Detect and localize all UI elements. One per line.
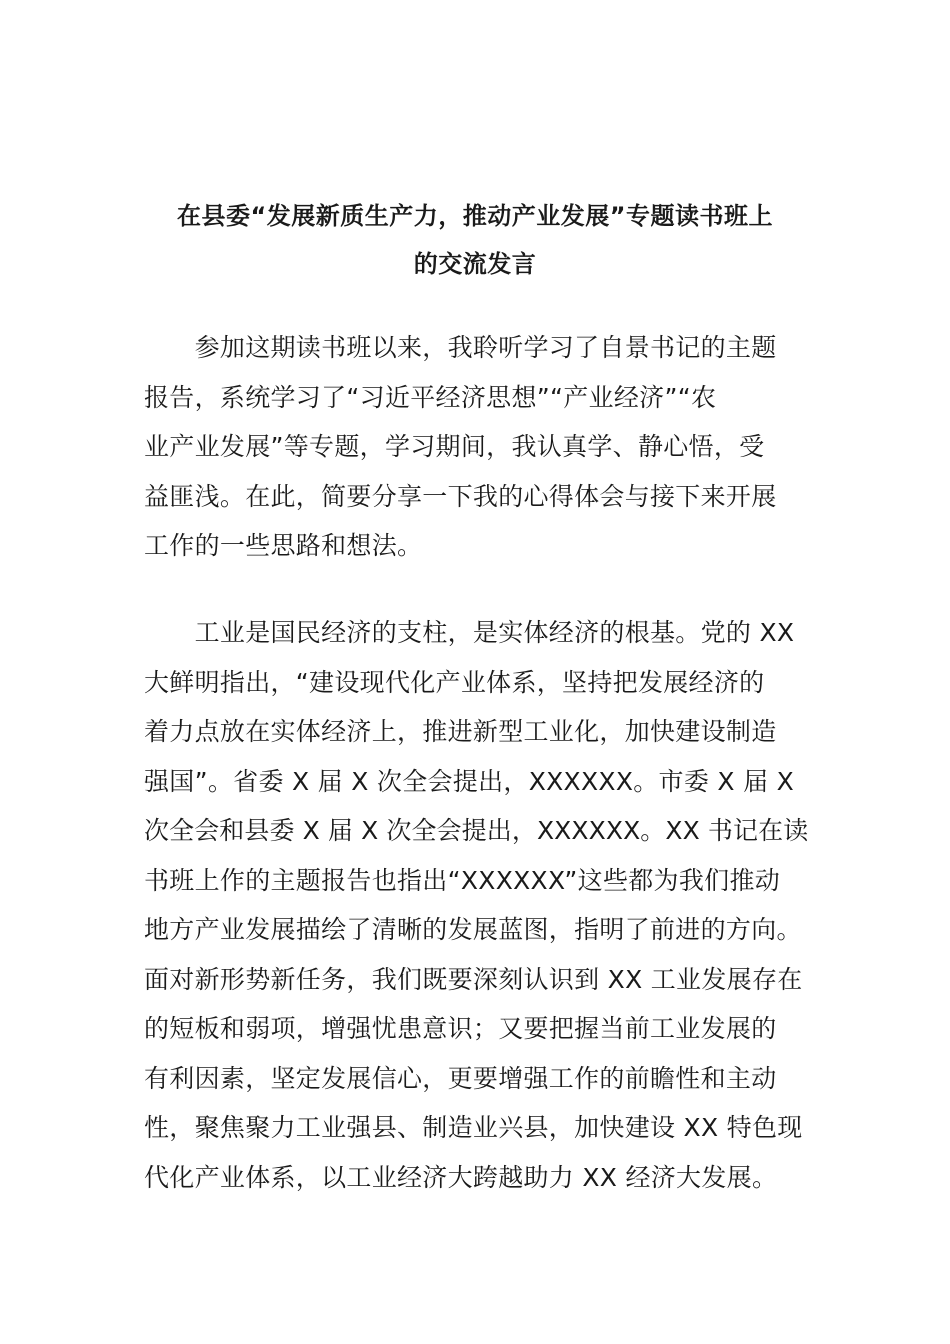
paragraph-line: 面对新形势新任务，我们既要深刻认识到 XX 工业发展存在: [144, 964, 803, 994]
paragraph-line: 报告，系统学习了“习近平经济思想”“产业经济”“农: [144, 382, 717, 412]
paragraph-line: 业产业发展”等专题，学习期间，我认真学、静心悟，受: [144, 432, 765, 461]
paragraph-intro: [144, 323, 809, 571]
paragraph-line: 工业是国民经济的支柱，是实体经济的根基。党的 XX: [144, 618, 795, 647]
document-title: [140, 192, 810, 288]
paragraph-line: 参加这期读书班以来，我聆听学习了自景书记的主题: [144, 333, 777, 362]
paragraph-line: 大鲜明指出，“建设现代化产业体系，坚持把发展经济的: [144, 667, 765, 697]
paragraph-line: 代化产业体系，以工业经济大跨越助力 XX 经济大发展。: [144, 1162, 778, 1192]
paragraph-line: 工作的一些思路和想法。: [144, 531, 423, 560]
paragraph-line: 益匪浅。在此，简要分享一下我的心得体会与接下来开展: [144, 481, 777, 511]
paragraph-line: 强国”。省委 X 届 X 次全会提出，XXXXXX。市委 X 届 X: [144, 766, 795, 796]
paragraph-line: 的短板和弱项，增强忧患意识；又要把握当前工业发展的: [144, 1014, 777, 1043]
paragraph-line: 地方产业发展描绘了清晰的发展蓝图，指明了前进的方向。: [144, 915, 802, 944]
title-line: 的交流发言: [413, 250, 537, 278]
paragraph-industry: [144, 608, 809, 1202]
paragraph-line: 着力点放在实体经济上，推进新型工业化，加快建设制造: [144, 717, 777, 746]
paragraph-line: 次全会和县委 X 届 X 次全会提出，XXXXXX。XX 书记在读: [144, 816, 809, 845]
paragraph-line: 性，聚焦聚力工业强县、制造业兴县，加快建设 XX 特色现: [144, 1113, 803, 1142]
paragraph-line: 书班上作的主题报告也指出“XXXXXX”这些都为我们推动: [144, 865, 781, 895]
title-line: 在县委“发展新质生产力，推动产业发展”专题读书班上: [176, 202, 774, 230]
paragraph-line: 有利因素，坚定发展信心，更要增强工作的前瞻性和主动: [144, 1063, 777, 1093]
